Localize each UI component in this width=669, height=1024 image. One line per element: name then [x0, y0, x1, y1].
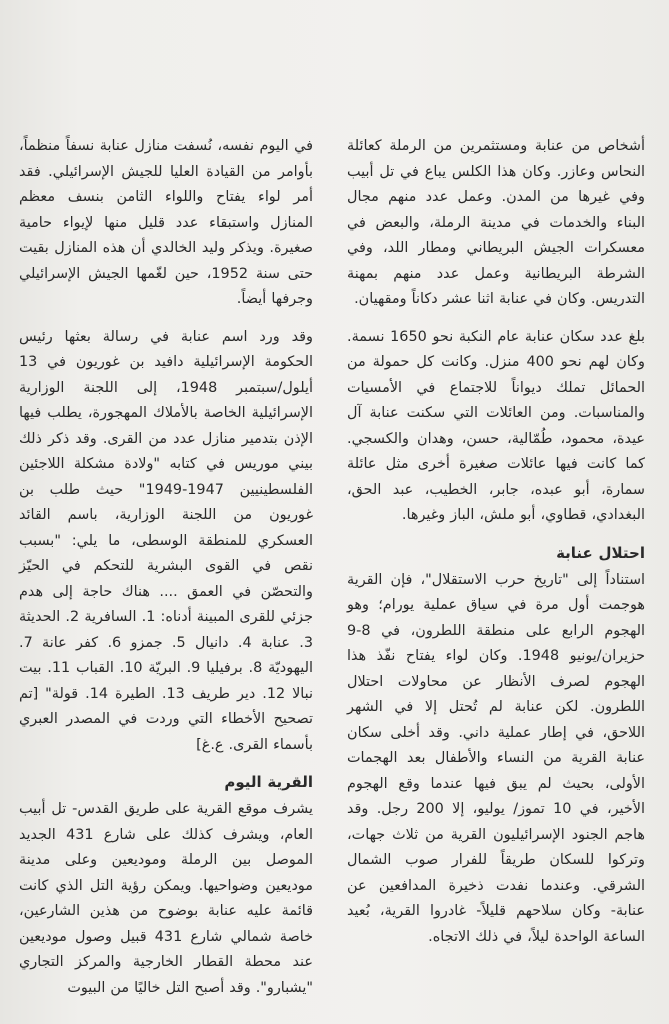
paragraph: في اليوم نفسه، نُسفت منازل عنابة نسفاً منظماً، بأوامر من القيادة العليا للجيش الإسرائيلي. فقد أمر لواء يفتاح واللواء الثامن بنسف معظم المنازل واستبقاء عدد قليل منها لإيواء حامية صغيرة. ويذكر وليد الخالدي أن هذه المنازل بقيت حتى سنة 1952، حين لغّمها الجيش الإسرائيلي وجرفها أيضاً. — [19, 138, 313, 307]
paragraph: وقد ورد اسم عنابة في رسالة بعثها رئيس الحكومة الإسرائيلية دافيد بن غوريون في 13 أيلول/سبتمبر 1948، إلى اللجنة الوزارية الإسرائيلية الخاصة بالأملاك المهجورة، يطلب فيها الإذن بتدمير منازل عدد من القرى. وقد ذكر ذلك بيني موريس في كتابه "ولادة مشكلة اللاجئين الفلسطينيين 1947-1949" حيث طلب بن غوريون من اللجنة الوزارية، باسم القائد العسكري للمنطقة الوسطى، ما يلي: "بسبب نقص في القوى البشرية للتحكم في الحيّز والتحصّن في العمق .... هناك حاجة إلى هدم جزئي للقرى المبينة أدناه: 1. السافرية 2. الحديثة 3. عنابة 4. دانيال 5. جمزو 6. كفر عانة 7. اليهوديّة 8. برفيليا 9. البريّة 10. القباب 11. بيت نبالا 12. دير طريف 13. الطيرة 14. قولة" [تم تصحيح الأخطاء التي وردت في المصدر العبري بأسماء القرى. ع.غ] — [19, 328, 314, 753]
section-heading-occupation: احتلال عنابة — [556, 543, 645, 562]
paragraph: يشرف موقع القرية على طريق القدس- تل أبيب العام، ويشرف كذلك على شارع 431 الجديد الموصل بين الرملة وموديعين وعلى مدينة موديعين وضواحيها. ويمكن رؤية التل الذي كانت قائمة عليه عنابة بوضوح من هذين الشارعين، خاصة شمالي شارع 431 قبيل وصول موديعين عند محطة القطار الخارجية والمركز التجاري "يشبارو". وقد أصبح التل خاليًا من البيوت — [19, 801, 314, 996]
paragraph: استناداً إلى "تاريخ حرب الاستقلال"، فإن القرية هوجمت أول مرة في سياق عملية يورام؛ وهو الهجوم الرابع على منطقة اللطرون، في 8-9 حزيران/يونيو 1948. وكان لواء يفتاح نفّذ هذا الهجوم لصرف الأنظار عن محاولات احتلال اللطرون. لكن عنابة لم تُحتل إلا في الشهر اللاحق، في إطار عملية داني. وقد أخلى سكان عنابة القرية من النساء والأطفال بعد الهجمات الأولى، بحيث لم يبق فيها عندما وقع الهجوم الأخير، في 10 تموز/ يوليو، إلا 200 رجل. وقد هاجم الجنود الإسرائيليون القرية من ثلاث جهات، وتركوا للسكان طريقاً للفرار صوب الشمال الشرقي. وعندما نفدت ذخيرة المدافعين عن عنابة- وكان سلاحهم قليلاً- غادروا القرية، بُعيد الساعة الواحدة ليلاً، في ذلك الاتجاه. — [347, 571, 645, 945]
paragraph: بلغ عدد سكان عنابة عام النكبة نحو 1650 نسمة. وكان لهم نحو 400 منزل. وكانت كل حمولة من الحمائل تملك ديواناً للاجتماع في الأمسيات والمناسبات. ومن العائلات التي سكنت عنابة آل عيدة، محمود، طُمّالية، حسن، وهدان والكسجي. كما كانت فيها عائلات صغيرة أخرى مثل عائلة سمارة، أبو عبده، جابر، الخطيب، عبد الحق، البغدادي، قطاوي، أبو ملش، الباز وغيرها. — [347, 328, 645, 523]
right-column — [347, 134, 645, 962]
left-column — [19, 134, 313, 1013]
paragraph: أشخاص من عنابة ومستثمرين من الرملة كعائلة النحاس وعازر. وكان هذا الكلس يباع في تل أبيب وفي غيرها من المدن. وعمل عدد منهم مجال البناء والخدمات في مدينة الرملة، والبعض في معسكرات الجيش البريطاني ومطار اللد، وفي الشرطة البريطانية وعمل عدد منهم بمهنة التدريس. وكان في عنابة اثنا عشر دكاناً ومقهيان. — [347, 138, 645, 307]
section-heading-village-today: القرية اليوم — [224, 773, 313, 791]
